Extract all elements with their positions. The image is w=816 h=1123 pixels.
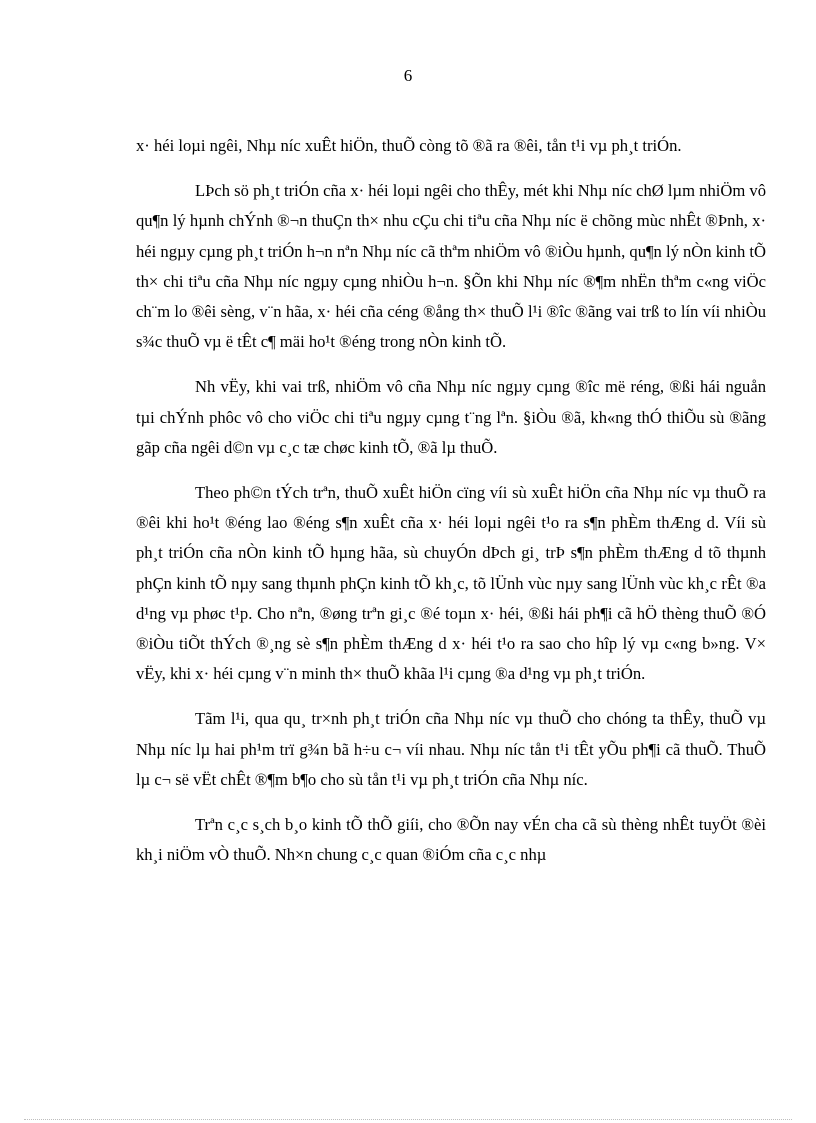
page-number: 6: [403, 66, 413, 85]
paragraph: Nh vËy, khi vai trß, nhiÖm vô cña Nhµ níc ngµy cµng ®îc më réng, ®ßi hái nguån tµi chÝnh phôc vô cho viÖc chi tiªu ngµy cµng t¨ng lªn. §iÒu ®ã, kh«ng thÓ thiÕu sù ®ãng gãp cña ngêi d©n vµ c¸c tæ chøc kinh tÕ, ®ã lµ thuÕ.: [136, 377, 766, 457]
paragraph-continuation: x· héi loµi ngêi, Nhµ níc xuÊt hiÖn, thuÕ còng tõ ®ã ra ®êi, tån t¹i vµ ph¸t triÓn.: [136, 136, 682, 155]
paragraph: Trªn c¸c s¸ch b¸o kinh tÕ thÕ giíi, cho ®Õn nay vÉn cha cã sù thèng nhÊt tuyÖt ®èi kh¸i niÖm vÒ thuÕ. Nh×n chung c¸c quan ®iÓm cña c¸c nhµ: [136, 815, 766, 865]
paragraph: LÞch sö ph¸t triÓn cña x· héi loµi ngêi cho thÊy, mét khi Nhµ níc chØ lµm nhiÖm vô qu¶n lý hµnh chÝnh ®¬n thuÇn th× nhu cÇu chi tiªu cña Nhµ níc ë chõng mùc nhÊt ®Þnh, x· héi ngµy cµng ph¸t triÓn h¬n nªn Nhµ níc cã thªm nhiÖm vô ®iÒu hµnh, qu¶n lý nÒn kinh tÕ th× chi tiªu cña Nhµ níc ngµy cµng nhiÒu h¬n. §Õn khi Nhµ níc ®¶m nhËn thªm c«ng viÖc ch¨m lo ®êi sèng, v¨n hãa, x· héi cña céng ®ång th× thuÕ l¹i ®îc ®ãng vai trß to lín víi nhiÒu s¾c thuÕ vµ ë tÊt c¶ mäi ho¹t ®éng trong nÒn kinh tÕ.: [136, 181, 766, 352]
paragraph: Theo ph©n tÝch trªn, thuÕ xuÊt hiÖn cïng víi sù xuÊt hiÖn cña Nhµ níc vµ thuÕ ra ®êi khi ho¹t ®éng lao ®éng s¶n xuÊt cña x· héi loµi ngêi t¹o ra s¶n phÈm thÆng d. Víi sù ph¸t triÓn cña nÒn kinh tÕ hµng hãa, sù chuyÓn dÞch gi¸ trÞ s¶n phÈm thÆng d tõ thµnh phÇn kinh tÕ nµy sang thµnh phÇn kinh tÕ kh¸c, tõ lÜnh vùc nµy sang lÜnh vùc kh¸c rÊt ®a d¹ng vµ phøc t¹p. Cho nªn, ®øng trªn gi¸c ®é toµn x· héi, ®ßi hái ph¶i cã hÖ thèng thuÕ ®Ó ®iÒu tiÕt thÝch ®¸ng sè s¶n phÈm thÆng d x· héi t¹o ra sao cho hîp lý vµ c«ng b»ng. V× vËy, khi x· héi cµng v¨n minh th× thuÕ khãa l¹i cµng ®a d¹ng vµ ph¸t triÓn.: [136, 483, 766, 684]
body-text: [136, 131, 766, 885]
page-bottom-divider: [24, 1119, 792, 1120]
paragraph: Tãm l¹i, qua qu¸ tr×nh ph¸t triÓn cña Nhµ níc vµ thuÕ cho chóng ta thÊy, thuÕ vµ Nhµ níc lµ hai ph¹m trï g¾n bã h÷u c¬ víi nhau. Nhµ níc tån t¹i tÊt yÕu ph¶i cã thuÕ. ThuÕ lµ c¬ së vËt chÊt ®¶m b¶o cho sù tån t¹i vµ ph¸t triÓn cña Nhµ níc.: [136, 709, 766, 789]
